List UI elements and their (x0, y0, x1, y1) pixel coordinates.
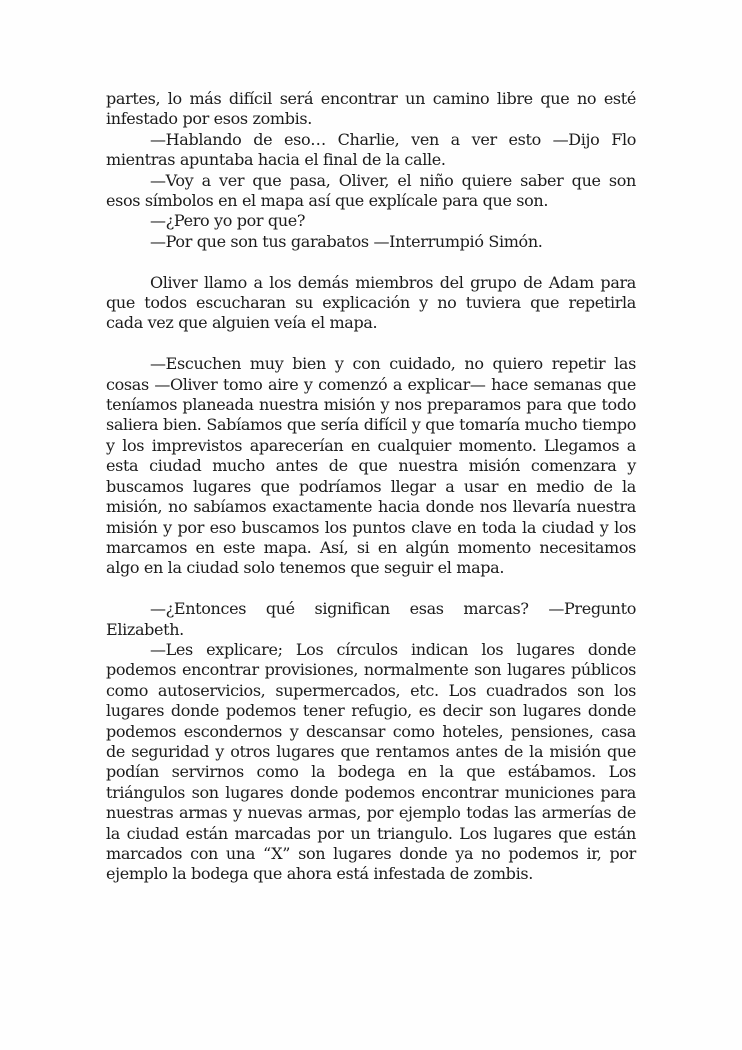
paragraph: —¿Entonces qué significan esas marcas? —Pregunto Elizabeth. (106, 599, 636, 639)
paragraph: —Escuchen muy bien y con cuidado, no quiero repetir las cosas —Oliver tomo aire y comenzó a explicar— hace semanas que teníamos planeada nuestra misión y nos preparamos para que todo saliera bien. Sabíamos que sería difícil y que tomaría mucho tiempo y los imprevistos aparecerían en cualquier momento. Llegamos a esta ciudad mucho antes de que nuestra misión comenzara y buscamos lugares que podríamos llegar a usar en medio de la misión, no sabíamos exactamente hacia donde nos llevaría nuestra misión y por eso buscamos los puntos clave en toda la ciudad y los marcamos en este mapa. Así, si en algún momento necesitamos algo en la ciudad solo tenemos que seguir el mapa. (106, 354, 636, 578)
paragraph: partes, lo más difícil será encontrar un camino libre que no esté infestado por esos zombis. (106, 89, 636, 129)
paragraph-spacer (106, 252, 636, 272)
paragraph: —Les explicare; Los círculos indican los lugares donde podemos encontrar provisiones, normalmente son lugares públicos como autoservicios, supermercados, etc. Los cuadrados son los lugares donde podemos tener refugio, es decir son lugares donde podemos escondernos y descansar como hoteles, pensiones, casa de seguridad y otros lugares que rentamos antes de la misión que podían servirnos como la bodega en la que estábamos. Los triángulos son lugares donde podemos encontrar municiones para nuestras armas y nuevas armas, por ejemplo todas las armerías de la ciudad están marcadas por un triangulo. Los lugares que están marcados con una “X” son lugares donde ya no podemos ir, por ejemplo la bodega que ahora está infestada de zombis. (106, 639, 636, 884)
paragraph: —Por que son tus garabatos —Interrumpió Simón. (150, 231, 543, 251)
page-text (106, 89, 636, 885)
paragraph: —¿Pero yo por que? (150, 211, 306, 231)
paragraph-spacer (106, 334, 636, 354)
paragraph: —Voy a ver que pasa, Oliver, el niño quiere saber que son esos símbolos en el mapa así que explícale para que son. (106, 170, 636, 211)
paragraph: Oliver llamo a los demás miembros del grupo de Adam para que todos escucharan su explicación y no tuviera que repetirla cada vez que alguien veía el mapa. (106, 272, 636, 333)
paragraph: —Hablando de eso… Charlie, ven a ver esto —Dijo Flo mientras apuntaba hacia el final de la calle. (106, 129, 636, 170)
paragraph-spacer (106, 579, 636, 599)
